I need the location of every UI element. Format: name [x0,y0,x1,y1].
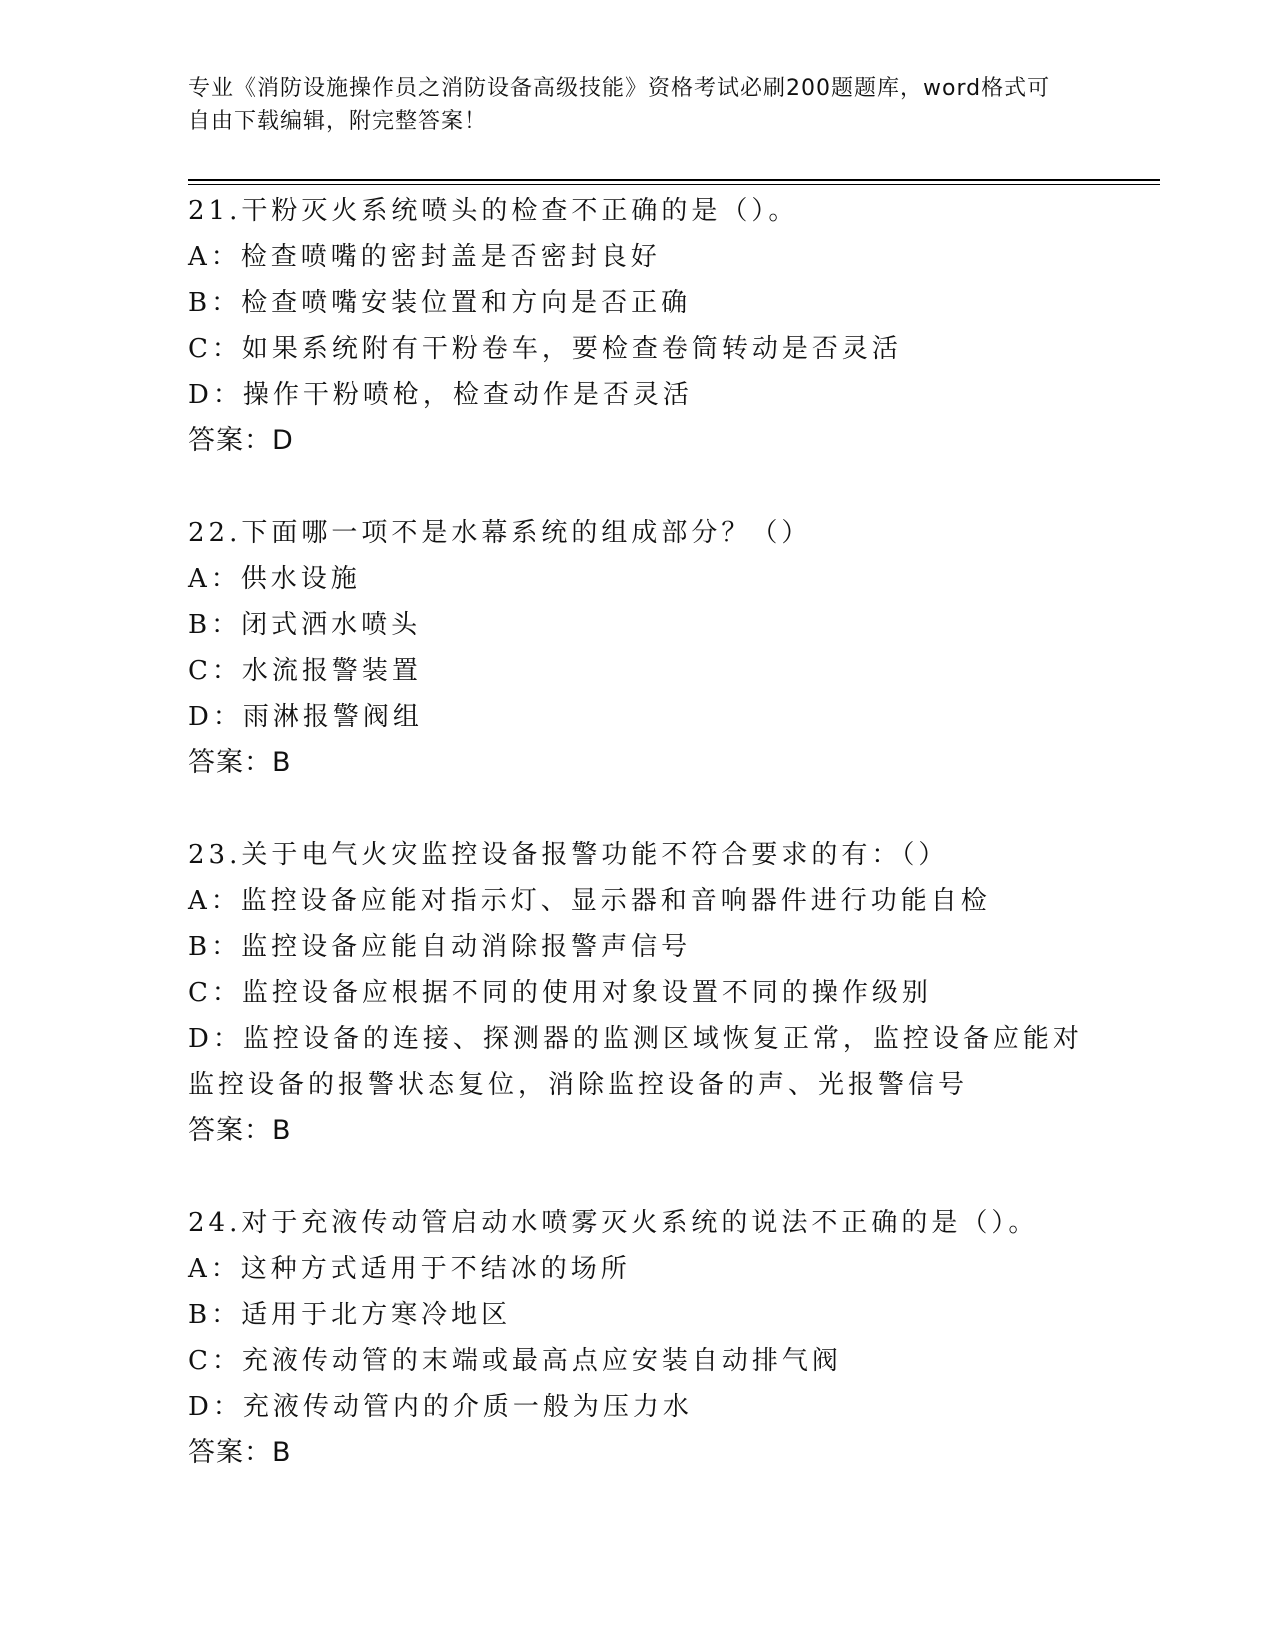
question-22 [188,510,1088,786]
option-b: B：检查喷嘴安装位置和方向是否正确 [188,288,692,318]
document-intro: 专业《消防设施操作员之消防设备高级技能》资格考试必刷200题题库，word格式可自由下载编辑，附完整答案！ [188,76,1051,134]
question-stem: 22.下面哪一项不是水幕系统的组成部分？（） [188,518,812,548]
option-c: C：水流报警装置 [188,656,422,686]
option-b: B：监控设备应能自动消除报警声信号 [188,932,692,962]
question-stem: 21.干粉灭火系统喷头的检查不正确的是（）。 [188,196,799,226]
option-d: D：雨淋报警阀组 [188,702,423,732]
option-d: D：充液传动管内的介质一般为压力水 [188,1392,693,1422]
header-divider-thin [188,184,1160,185]
option-d: D：操作干粉喷枪，检查动作是否灵活 [188,380,693,410]
answer: 答案：B [188,747,292,778]
option-b: B：闭式洒水喷头 [188,610,422,640]
option-a: A：供水设施 [188,564,361,594]
header-divider-thick [188,179,1160,181]
question-21 [188,188,1088,464]
option-c: C：充液传动管的末端或最高点应安装自动排气阀 [188,1346,842,1376]
answer: 答案：D [188,425,294,456]
question-stem: 23.关于电气火灾监控设备报警功能不符合要求的有：（） [188,840,949,870]
answer: 答案：B [188,1437,292,1468]
option-c: C：监控设备应根据不同的使用对象设置不同的操作级别 [188,978,932,1008]
answer: 答案：B [188,1115,292,1146]
question-23 [188,832,1088,1154]
question-24 [188,1200,1088,1476]
option-a: A：监控设备应能对指示灯、显示器和音响器件进行功能自检 [188,886,991,916]
option-c: C：如果系统附有干粉卷车，要检查卷筒转动是否灵活 [188,334,902,364]
option-b: B：适用于北方寒冷地区 [188,1300,512,1330]
question-list [188,188,1088,1522]
option-a: A：这种方式适用于不结冰的场所 [188,1254,631,1284]
option-d: D：监控设备的连接、探测器的监测区域恢复正常，监控设备应能对监控设备的报警状态复位，消除监控设备的声、光报警信号 [188,1024,1083,1100]
question-stem: 24.对于充液传动管启动水喷雾灭火系统的说法不正确的是（）。 [188,1208,1039,1238]
option-a: A：检查喷嘴的密封盖是否密封良好 [188,242,661,272]
